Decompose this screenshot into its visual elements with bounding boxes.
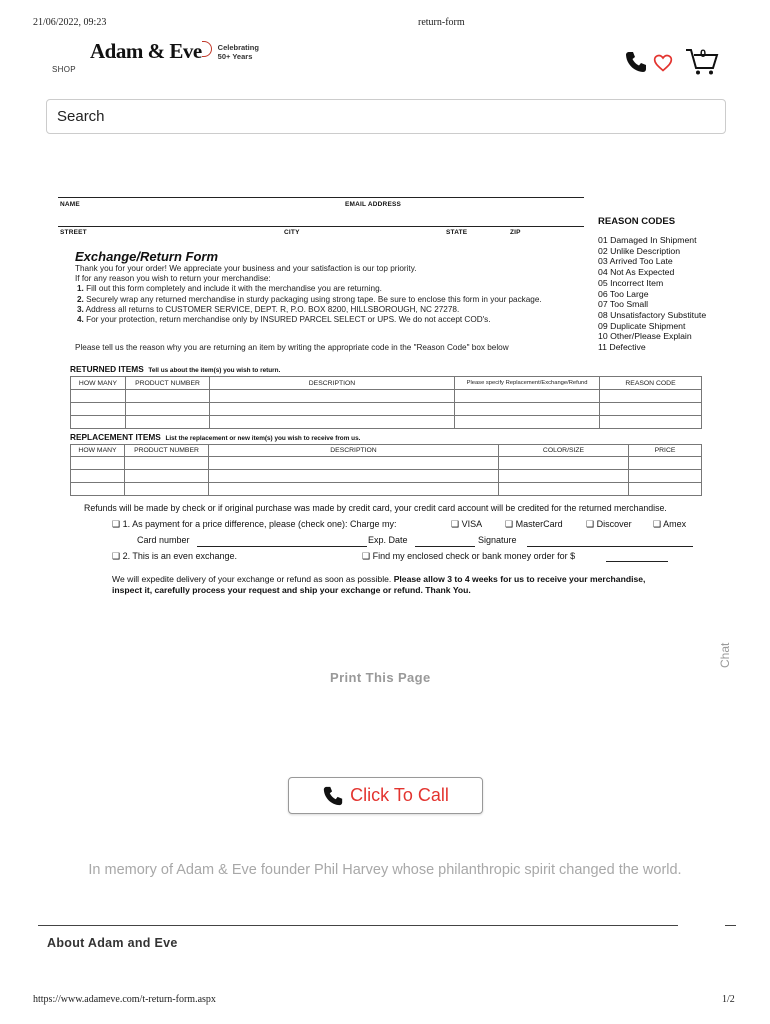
footer-page-number: 1/2 [722, 994, 735, 1005]
table-header: DESCRIPTION [210, 377, 455, 390]
reason-code-item: 10 Other/Please Explain [598, 331, 692, 342]
table-header: PRODUCT NUMBER [125, 445, 209, 457]
reason-codes-title: REASON CODES [598, 216, 676, 227]
table-header: HOW MANY [71, 377, 126, 390]
signature-label: Signature [478, 535, 517, 545]
table-row [71, 483, 702, 496]
exp-date-label: Exp. Date [368, 535, 408, 545]
form-title: Exchange/Return Form [75, 249, 219, 264]
table-header: DESCRIPTION [209, 445, 499, 457]
city-label: CITY [284, 229, 300, 236]
reason-code-item: 04 Not As Expected [598, 267, 675, 278]
state-label: STATE [446, 229, 468, 236]
amex-checkbox[interactable]: ❑ Amex [653, 519, 687, 529]
collapse-icon[interactable] [725, 925, 736, 926]
reason-code-item: 08 Unsatisfactory Substitute [598, 309, 707, 320]
reason-code-item: 06 Too Large [598, 288, 649, 299]
phone-icon [322, 785, 344, 807]
visa-checkbox[interactable]: ❑ VISA [451, 519, 483, 529]
table-header: REASON CODE [600, 377, 702, 390]
divider [38, 925, 678, 926]
reason-note: Please tell us the reason why you are returning an item by writing the appropriate code in the "Reason Code" box below [75, 343, 509, 352]
about-heading[interactable]: About Adam and Eve [47, 936, 178, 950]
replacement-items-title: REPLACEMENT ITEMS List the replacement or new item(s) you wish to receive from us. [70, 432, 361, 442]
table-header: COLOR/SIZE [499, 445, 629, 457]
returned-items-title: RETURNED ITEMS Tell us about the item(s) you wish to return. [70, 364, 281, 374]
table-row [71, 416, 702, 429]
reason-code-item: 09 Duplicate Shipment [598, 320, 686, 331]
table-header: Please specify Replacement/Exchange/Refund [455, 377, 600, 390]
reason-code-item: 11 Defective [598, 342, 646, 353]
table-header: PRICE [629, 445, 702, 457]
logo-text: Adam & Eve [90, 39, 202, 63]
name-label: NAME [60, 201, 80, 208]
reason-code-item: 03 Arrived Too Late [598, 256, 673, 267]
closing-note: We will expedite delivery of your exchange or refund as soon as possible. Please allow 3 to 4 weeks for us to receive your merchandise, inspect it, carefully process your request and ship your exchange or refund. Thank You. [112, 574, 646, 595]
click-to-call-button[interactable] [288, 777, 483, 814]
card-number-label: Card number [137, 535, 190, 545]
reason-code-item: 07 Too Small [598, 299, 649, 310]
reason-code-item: 01 Damaged In Shipment [598, 235, 697, 245]
discover-checkbox[interactable]: ❑ Discover [586, 519, 632, 529]
table-row [71, 403, 702, 416]
click-to-call-label: Click To Call [350, 785, 449, 805]
zip-label: ZIP [510, 229, 521, 236]
print-datetime: 21/06/2022, 09:23 [33, 17, 107, 28]
reason-codes-list [598, 235, 748, 353]
print-page-link[interactable]: Print This Page [330, 670, 431, 685]
search-input[interactable]: Search [46, 99, 726, 134]
street-label: STREET [60, 229, 87, 236]
celebrating-badge: Celebrating 50+ Years [217, 42, 259, 61]
payment-option-1[interactable]: ❑ 1. As payment for a price difference, please (check one): Charge my: [112, 519, 397, 529]
replacement-items-table [70, 444, 702, 496]
chat-tab[interactable]: Chat [718, 642, 732, 668]
reason-code-item: 02 Unlike Description [598, 245, 681, 256]
table-row [71, 390, 702, 403]
table-row [71, 470, 702, 483]
table-row [71, 457, 702, 470]
returned-items-table [70, 376, 702, 429]
email-label: EMAIL ADDRESS [345, 201, 402, 208]
cart-count: 0 [700, 48, 707, 60]
form-instructions: Thank you for your order! We appreciate your business and your satisfaction is our top priority. If for any reason you wish to return your merchandise: 1. Fill out this form completely and include it with the merchandise you are returning. 2. Securely wrap any returned merchandise in sturdy packaging using strong tape. Be sure to enclose this form in your package. 3. Address all returns to CUSTOMER SERVICE, DEPT. R, P.O. BOX 8200, HILLSBOROUGH, NC 27278. 4. For your protection, return merchandise only by INSURED PARCEL SELECT or UPS. We do not accept COD's. [75, 264, 542, 325]
refund-note: Refunds will be made by check or if original purchase was made by credit card, your credit card account will be credited for the returned merchandise. [84, 503, 667, 513]
reason-code-item: 05 Incorrect Item [598, 277, 664, 288]
payment-option-2[interactable]: ❑ 2. This is an even exchange. [112, 551, 237, 561]
enclosed-check-option[interactable]: ❑ Find my enclosed check or bank money order for $ [362, 551, 576, 561]
table-header: PRODUCT NUMBER [126, 377, 210, 390]
print-page-title: return-form [418, 17, 465, 28]
memorial-text: In memory of Adam & Eve founder Phil Harvey whose philanthropic spirit changed the world. [88, 862, 682, 878]
table-header: HOW MANY [71, 445, 125, 457]
mastercard-checkbox[interactable]: ❑ MasterCard [505, 519, 563, 529]
footer-url: https://www.adameve.com/t-return-form.aspx [33, 994, 216, 1005]
shop-link[interactable]: SHOP [52, 65, 76, 74]
